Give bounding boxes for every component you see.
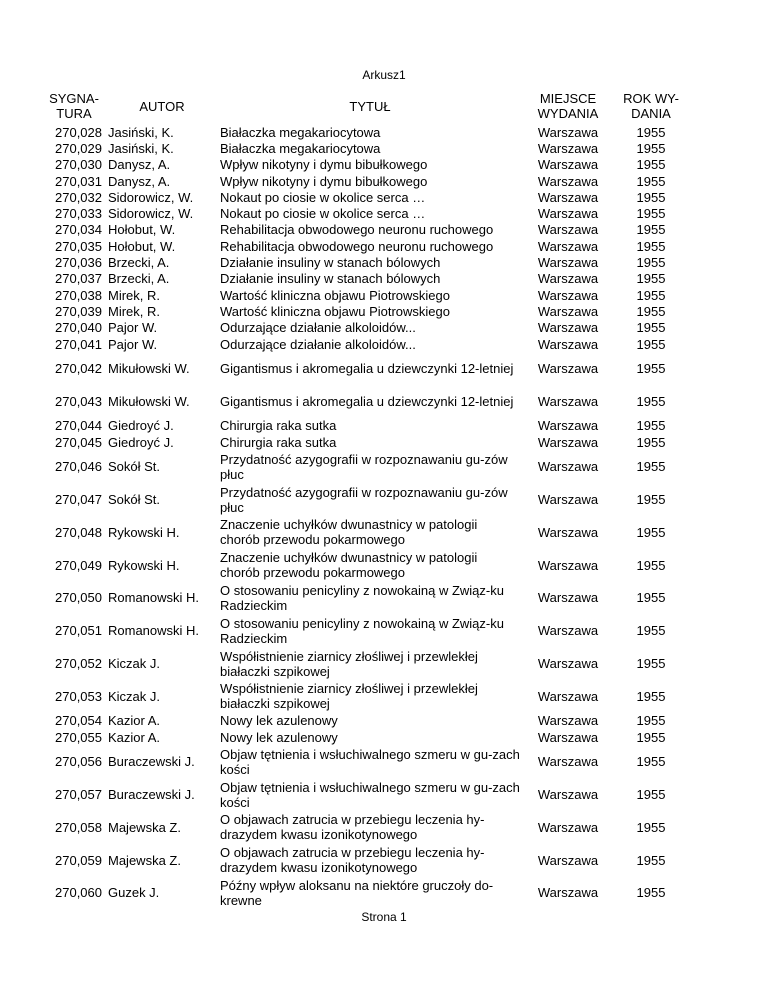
- miejsce-cell: Warszawa: [537, 255, 599, 271]
- rok-cell: 1955: [636, 238, 666, 254]
- sygnatura-cell: 270,052: [55, 656, 102, 672]
- tytul-cell: Nokaut po ciosie w okolice serca …: [220, 206, 426, 222]
- sygnatura-cell: 270,036: [55, 255, 102, 271]
- table-row: [40, 483, 688, 516]
- sygnatura-cell: 270,030: [55, 157, 102, 173]
- table-row: [40, 173, 688, 189]
- table-row: [40, 205, 688, 221]
- rok-cell: 1955: [636, 623, 666, 639]
- rok-cell: 1955: [636, 729, 666, 745]
- sygnatura-cell: 270,031: [55, 173, 102, 189]
- sygnatura-cell: 270,059: [55, 852, 102, 868]
- miejsce-cell: Warszawa: [537, 124, 599, 140]
- tytul-cell: Nokaut po ciosie w okolice serca …: [220, 189, 426, 205]
- autor-cell: Giedroyć J.: [108, 418, 174, 434]
- table-row: [40, 713, 688, 729]
- miejsce-cell: Warszawa: [537, 787, 599, 802]
- rok-cell: 1955: [636, 418, 666, 434]
- sygnatura-cell: 270,033: [55, 206, 102, 222]
- autor-cell: Jasiński, K.: [108, 124, 174, 140]
- rok-cell: 1955: [636, 303, 666, 319]
- sygnatura-cell: 270,028: [55, 124, 102, 140]
- tytul-cell: Białaczka megakariocytowa: [220, 140, 381, 156]
- autor-cell: Buraczewski J.: [108, 787, 195, 802]
- miejsce-cell: Warszawa: [537, 287, 599, 303]
- table-row: [40, 582, 688, 615]
- miejsce-cell: Warszawa: [537, 393, 599, 409]
- tytul-cell: Gigantismus i akromegalia u dziewczynki 12-letniej: [220, 393, 514, 409]
- autor-cell: Brzecki, A.: [108, 271, 170, 287]
- autor-cell: Sidorowicz, W.: [108, 206, 194, 222]
- table-row: [40, 745, 688, 778]
- autor-cell: Kazior A.: [108, 713, 161, 729]
- miejsce-cell: Warszawa: [537, 157, 599, 173]
- miejsce-cell: Warszawa: [537, 434, 599, 450]
- sygnatura-cell: 270,051: [55, 623, 102, 639]
- rok-cell: 1955: [636, 271, 666, 287]
- tytul-cell: Gigantismus i akromegalia u dziewczynki 12-letniej: [220, 361, 514, 377]
- rok-cell: 1955: [636, 434, 666, 450]
- header-row: [40, 88, 688, 124]
- miejsce-cell: Warszawa: [537, 271, 599, 287]
- autor-cell: Rykowski H.: [108, 524, 180, 540]
- miejsce-cell: Warszawa: [537, 713, 599, 729]
- tytul-cell: Współistnienie ziarnicy złośliwej i przewlekłej białaczki szpikowej: [220, 648, 478, 679]
- autor-cell: Mikułowski W.: [108, 361, 190, 377]
- sygnatura-cell: 270,039: [55, 303, 102, 319]
- rok-cell: 1955: [636, 656, 666, 672]
- autor-cell: Danysz, A.: [108, 157, 171, 173]
- miejsce-cell: Warszawa: [537, 729, 599, 745]
- miejsce-cell: Warszawa: [537, 206, 599, 222]
- header-miejsce: MIEJSCE WYDANIA: [537, 91, 599, 121]
- table-row: [40, 450, 688, 483]
- header-autor: AUTOR: [139, 98, 185, 114]
- rok-cell: 1955: [636, 157, 666, 173]
- rok-cell: 1955: [636, 393, 666, 409]
- tytul-cell: Chirurgia raka sutka: [220, 434, 337, 450]
- table-row: [40, 516, 688, 549]
- sygnatura-cell: 270,038: [55, 287, 102, 303]
- tytul-cell: Współistnienie ziarnicy złośliwej i przewlekłej białaczki szpikowej: [220, 681, 478, 712]
- sygnatura-cell: 270,035: [55, 238, 102, 254]
- rok-cell: 1955: [636, 173, 666, 189]
- autor-cell: Hołobut, W.: [108, 238, 176, 254]
- autor-cell: Hołobut, W.: [108, 222, 176, 238]
- autor-cell: Majewska Z.: [108, 852, 181, 868]
- miejsce-cell: Warszawa: [537, 688, 599, 704]
- sygnatura-cell: 270,060: [55, 885, 102, 901]
- autor-cell: Majewska Z.: [108, 819, 181, 835]
- rok-cell: 1955: [636, 287, 666, 303]
- miejsce-cell: Warszawa: [537, 222, 599, 238]
- autor-cell: Kiczak J.: [108, 656, 161, 672]
- rok-cell: 1955: [636, 590, 666, 606]
- table-row: [40, 614, 688, 647]
- tytul-cell: O stosowaniu penicyliny z nowokainą w Związ-ku Radzieckim: [220, 615, 504, 646]
- sygnatura-cell: 270,043: [55, 393, 102, 409]
- miejsce-cell: Warszawa: [537, 459, 599, 475]
- autor-cell: Sokół St.: [108, 459, 161, 475]
- rok-cell: 1955: [636, 222, 666, 238]
- sygnatura-cell: 270,029: [55, 140, 102, 156]
- sygnatura-cell: 270,058: [55, 819, 102, 835]
- sygnatura-cell: 270,034: [55, 222, 102, 238]
- autor-cell: Sidorowicz, W.: [108, 189, 194, 205]
- tytul-cell: Znaczenie uchyłków dwunastnicy w patologii chorób przewodu pokarmowego: [220, 550, 478, 581]
- sheet-name: Arkusz1: [362, 68, 406, 82]
- autor-cell: Danysz, A.: [108, 173, 171, 189]
- miejsce-cell: Warszawa: [537, 189, 599, 205]
- table-row: [40, 238, 688, 254]
- tytul-cell: Białaczka megakariocytowa: [220, 124, 381, 140]
- tytul-cell: O stosowaniu penicyliny z nowokainą w Związ-ku Radzieckim: [220, 582, 504, 613]
- miejsce-cell: Warszawa: [537, 623, 599, 639]
- table-row: [40, 385, 688, 418]
- miejsce-cell: Warszawa: [537, 361, 599, 377]
- header-sygnatura: SYGNA-TURA: [49, 91, 99, 121]
- table-row: [40, 729, 688, 745]
- tytul-cell: Nowy lek azulenowy: [220, 729, 338, 745]
- sygnatura-cell: 270,055: [55, 729, 102, 745]
- miejsce-cell: Warszawa: [537, 492, 599, 508]
- miejsce-cell: Warszawa: [537, 238, 599, 254]
- tytul-cell: Przydatność azygografii w rozpoznawaniu gu-zów płuc: [220, 451, 508, 482]
- autor-cell: Giedroyć J.: [108, 434, 174, 450]
- rok-cell: 1955: [636, 557, 666, 573]
- rok-cell: 1955: [636, 754, 666, 770]
- autor-cell: Mikułowski W.: [108, 393, 190, 409]
- autor-cell: Romanowski H.: [108, 623, 200, 639]
- sygnatura-cell: 270,032: [55, 189, 102, 205]
- header-tytul: TYTUŁ: [349, 98, 391, 114]
- table-row: [40, 222, 688, 238]
- tytul-cell: Nowy lek azulenowy: [220, 713, 338, 729]
- tytul-cell: Odurzające działanie alkoloidów...: [220, 336, 416, 352]
- autor-cell: Romanowski H.: [108, 590, 200, 606]
- tytul-cell: Wartość kliniczna objawu Piotrowskiego: [220, 303, 451, 319]
- table-row: [40, 778, 688, 811]
- rok-cell: 1955: [636, 361, 666, 377]
- rok-cell: 1955: [636, 787, 666, 802]
- autor-cell: Mirek, R.: [108, 303, 160, 319]
- rok-cell: 1955: [636, 713, 666, 729]
- sygnatura-cell: 270,047: [55, 492, 102, 508]
- sygnatura-cell: 270,040: [55, 320, 102, 336]
- sygnatura-cell: 270,056: [55, 754, 102, 770]
- sygnatura-cell: 270,042: [55, 361, 102, 377]
- tytul-cell: Rehabilitacja obwodowego neuronu ruchowego: [220, 222, 494, 238]
- autor-cell: Sokół St.: [108, 492, 161, 508]
- tytul-cell: Działanie insuliny w stanach bólowych: [220, 271, 441, 287]
- rok-cell: 1955: [636, 885, 666, 901]
- tytul-cell: Objaw tętnienia i wsłuchiwalnego szmeru w gu-zach kości: [220, 746, 520, 777]
- table-row: [40, 254, 688, 270]
- table-row: [40, 647, 688, 680]
- table-row: [40, 418, 688, 434]
- miejsce-cell: Warszawa: [537, 336, 599, 352]
- miejsce-cell: Warszawa: [537, 173, 599, 189]
- sygnatura-cell: 270,041: [55, 336, 102, 352]
- miejsce-cell: Warszawa: [537, 754, 599, 770]
- tytul-cell: Znaczenie uchyłków dwunastnicy w patologii chorób przewodu pokarmowego: [220, 517, 478, 548]
- tytul-cell: Późny wpływ aloksanu na niektóre gruczoły do-krewne: [220, 877, 494, 908]
- table-row: [40, 434, 688, 450]
- rok-cell: 1955: [636, 336, 666, 352]
- table-row: [40, 352, 688, 385]
- rok-cell: 1955: [636, 492, 666, 508]
- sygnatura-cell: 270,057: [55, 787, 102, 802]
- miejsce-cell: Warszawa: [537, 885, 599, 901]
- tytul-cell: Wartość kliniczna objawu Piotrowskiego: [220, 287, 451, 303]
- rok-cell: 1955: [636, 852, 666, 868]
- table-row: [40, 124, 688, 140]
- miejsce-cell: Warszawa: [537, 557, 599, 573]
- rok-cell: 1955: [636, 124, 666, 140]
- tytul-cell: Odurzające działanie alkoloidów...: [220, 320, 416, 336]
- table-row: [40, 549, 688, 582]
- sygnatura-cell: 270,053: [55, 688, 102, 704]
- sygnatura-cell: 270,044: [55, 418, 102, 434]
- autor-cell: Mirek, R.: [108, 287, 160, 303]
- tytul-cell: Chirurgia raka sutka: [220, 418, 337, 434]
- autor-cell: Kazior A.: [108, 729, 161, 745]
- table-row: [40, 189, 688, 205]
- miejsce-cell: Warszawa: [537, 852, 599, 868]
- tytul-cell: O objawach zatrucia w przebiegu leczenia hy-drazydem kwasu izonikotynowego: [220, 845, 485, 876]
- rok-cell: 1955: [636, 524, 666, 540]
- tytul-cell: Rehabilitacja obwodowego neuronu ruchowego: [220, 238, 494, 254]
- miejsce-cell: Warszawa: [537, 524, 599, 540]
- sygnatura-cell: 270,050: [55, 590, 102, 606]
- autor-cell: Guzek J.: [108, 885, 160, 901]
- table-row: [40, 287, 688, 303]
- autor-cell: Rykowski H.: [108, 557, 180, 573]
- tytul-cell: Przydatność azygografii w rozpoznawaniu gu-zów płuc: [220, 484, 508, 515]
- miejsce-cell: Warszawa: [537, 656, 599, 672]
- tytul-cell: Wpływ nikotyny i dymu bibułkowego: [220, 173, 428, 189]
- autor-cell: Kiczak J.: [108, 688, 161, 704]
- rok-cell: 1955: [636, 459, 666, 475]
- table-row: [40, 680, 688, 713]
- autor-cell: Buraczewski J.: [108, 754, 195, 770]
- table-row: [40, 271, 688, 287]
- table-row: [40, 877, 688, 910]
- autor-cell: Pajor W.: [108, 320, 158, 336]
- sygnatura-cell: 270,045: [55, 434, 102, 450]
- sygnatura-cell: 270,054: [55, 713, 102, 729]
- page-footer: Strona 1: [361, 910, 407, 924]
- table-row: [40, 303, 688, 319]
- table-row: [40, 811, 688, 844]
- miejsce-cell: Warszawa: [537, 418, 599, 434]
- tytul-cell: O objawach zatrucia w przebiegu leczenia hy-drazydem kwasu izonikotynowego: [220, 812, 485, 843]
- miejsce-cell: Warszawa: [537, 140, 599, 156]
- sygnatura-cell: 270,049: [55, 557, 102, 573]
- rok-cell: 1955: [636, 206, 666, 222]
- miejsce-cell: Warszawa: [537, 819, 599, 835]
- tytul-cell: Wpływ nikotyny i dymu bibułkowego: [220, 157, 428, 173]
- miejsce-cell: Warszawa: [537, 320, 599, 336]
- table-row: [40, 336, 688, 352]
- sygnatura-cell: 270,046: [55, 459, 102, 475]
- autor-cell: Jasiński, K.: [108, 140, 174, 156]
- table-row: [40, 320, 688, 336]
- rok-cell: 1955: [636, 688, 666, 704]
- autor-cell: Pajor W.: [108, 336, 158, 352]
- tytul-cell: Działanie insuliny w stanach bólowych: [220, 255, 441, 271]
- table-row: [40, 157, 688, 173]
- rok-cell: 1955: [636, 320, 666, 336]
- tytul-cell: Objaw tętnienia i wsłuchiwalnego szmeru w gu-zach kości: [220, 779, 520, 810]
- rok-cell: 1955: [636, 819, 666, 835]
- miejsce-cell: Warszawa: [537, 590, 599, 606]
- sygnatura-cell: 270,048: [55, 524, 102, 540]
- rok-cell: 1955: [636, 255, 666, 271]
- autor-cell: Brzecki, A.: [108, 255, 170, 271]
- table-row: [40, 844, 688, 877]
- sygnatura-cell: 270,037: [55, 271, 102, 287]
- table-row: [40, 140, 688, 156]
- header-rok: ROK WY-DANIA: [623, 91, 679, 121]
- catalog-table: [40, 88, 688, 909]
- miejsce-cell: Warszawa: [537, 303, 599, 319]
- rok-cell: 1955: [636, 140, 666, 156]
- rok-cell: 1955: [636, 189, 666, 205]
